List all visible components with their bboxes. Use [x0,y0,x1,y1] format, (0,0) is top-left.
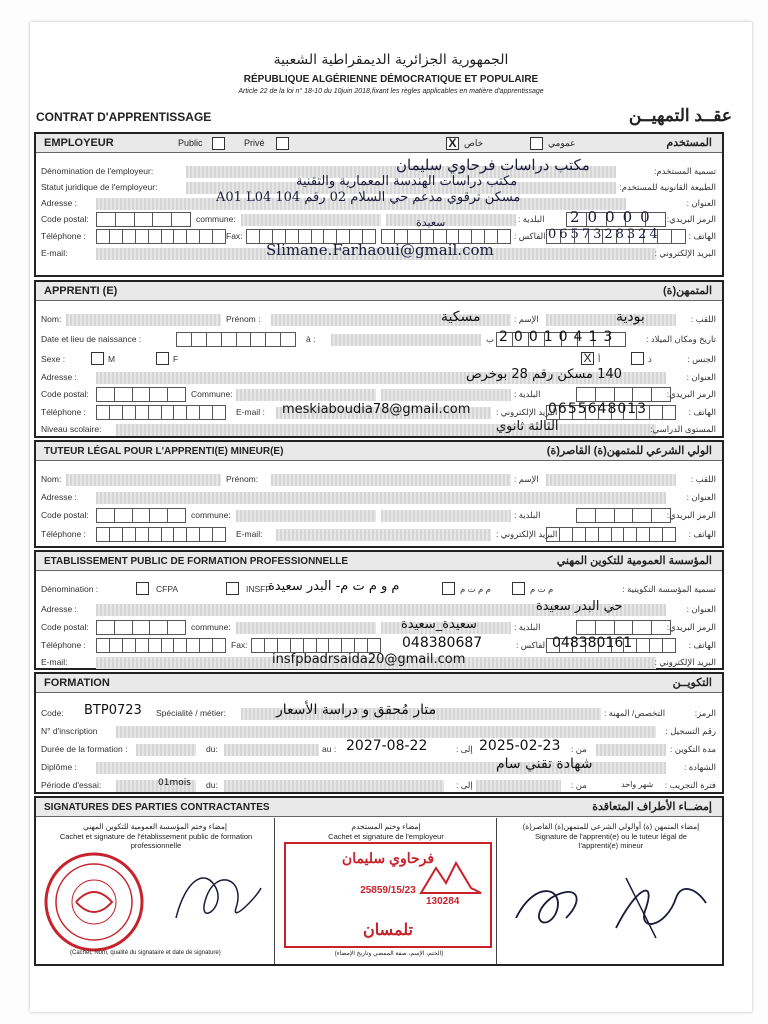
app-commune-field-ar[interactable] [381,389,511,401]
tut-email-field[interactable] [276,529,491,541]
tuteur-title-ar: الولي الشرعي للمتمهن(ة) القاصر(ة) [546,445,712,457]
tut-cp-digits[interactable] [96,508,186,523]
form-spec-label-ar: التخصص/ المهنة : [604,708,666,718]
form-code-value: BTP0723 [84,703,142,718]
form-essai-label-ar: فترة التجريب : [664,780,716,790]
app-email-label-ar: البريد الإلكتروني : [496,407,558,417]
tut-tel-label: Téléphone : [41,529,86,539]
tut-prenom-field[interactable] [271,474,511,486]
tut-tel-digits[interactable] [96,527,226,542]
form-du-field[interactable] [224,744,319,756]
form-spec-value: متار مُحقق و دراسة الأسعار [276,702,437,718]
app-naiss-digits[interactable] [176,332,296,347]
adresse-label: Adresse : [41,198,77,208]
khass-checkbox[interactable]: X [446,137,459,150]
etab-title-ar: المؤسسة العمومية للتكوين المهني [556,555,712,567]
form-ila2-label: إلى : [456,780,473,790]
form-duree-label-ar: مدة التكوين : [670,744,716,754]
commune-field[interactable] [241,214,381,226]
tut-adresse-label: Adresse : [41,492,77,502]
statut-value: مكتب دراسات الهندسة المعمارية والتقنية [296,174,518,189]
form-min2-label: من : [571,780,587,790]
form-code-label-ar: الرمز: [694,708,716,718]
form-du-label: du: [206,744,218,754]
apprenti-title-ar: المتمهن(ة) [663,285,712,297]
tuteur-section [34,440,724,548]
prive-label: Privé [244,138,265,148]
etab-commune-value: سعيدة_سعيدة [401,617,477,632]
etab-tel-label-ar: الهاتف : [688,640,716,650]
contract-title-ar: عقــد التمهيــن [628,106,732,125]
tut-nom-label-ar: اللقب : [690,474,716,484]
app-untha-label: أ [598,354,601,364]
app-niveau-field[interactable] [116,424,656,436]
app-adresse-label: Adresse : [41,372,77,382]
app-cp-digits[interactable] [96,387,186,402]
formation-title-ar: التكويــن [672,677,712,689]
email-label: E-mail: [41,248,68,258]
etab-title-fr: ETABLISSEMENT PUBLIC DE FORMATION PROFESSIONNELLE [44,556,349,567]
app-sexe-m-checkbox[interactable] [91,352,104,365]
etab-cp-label: Code postal: [41,622,89,632]
app-sexe-label: Sexe : [41,354,66,364]
app-dhakar-label: ذ [648,354,652,364]
tut-commune-label-ar: البلدية : [514,510,541,520]
form-duree-label: Durée de la formation : [41,744,128,754]
form-ila-label: إلى : [456,744,473,754]
form-essai-label: Période d'essai: [41,780,102,790]
app-nom-value: بودية [616,309,645,325]
form-duree-field[interactable] [136,744,196,756]
fax-label-ar: الفاكس : [514,231,546,241]
formation-title-fr: FORMATION [44,677,110,689]
tuteur-header [36,442,722,461]
form-min-label: من : [571,744,587,754]
app-tel-label: Téléphone : [41,407,86,417]
tut-nom-label: Nom: [41,474,62,484]
tut-nom-field-ar[interactable] [546,474,676,486]
app-untha-checkbox[interactable]: X [581,352,594,365]
app-nom-field-ar[interactable] [546,314,676,326]
etab-cp-digits-ar[interactable] [576,620,671,635]
etab-email-label-ar: البريد الإلكتروني : [654,657,716,667]
mmtm-checkbox[interactable] [442,582,455,595]
app-lieu-field[interactable] [331,334,481,346]
employer-title-fr: EMPLOYEUR [44,137,114,149]
public-label: Public [178,138,203,148]
form-du2-field[interactable] [224,780,444,792]
etab-adresse-value: حي البدر سعيدة [536,599,623,614]
etab-signature [166,858,266,938]
app-niveau-label-ar: المستوى الدراسي: [650,424,716,434]
sig-col3-ar: إمضاء المتمهن (ة) أوالولي الشرعي للمتمهن(ة) القاصر(ة) [522,822,700,831]
etab-header [36,552,722,571]
cfpa-label: CFPA [156,584,179,594]
khass-label: خاص [464,138,484,148]
tut-email-label: E-mail: [236,529,263,539]
statut-label-ar: الطبيعة القانونية للمستخدم: [619,182,716,192]
form-insc-label: N° d'inscription [41,726,98,736]
app-adresse-value: 140 مسكن رقم 28 بوخرص [466,367,622,382]
tut-adresse-field[interactable] [96,492,666,504]
etab-cp-label-ar: الرمز البريدي: [666,622,716,632]
etab-fax-digits[interactable] [251,638,381,653]
tut-email-label-ar: البريد الإلكتروني : [496,529,558,539]
employer-header [36,134,722,153]
etab-commune-field[interactable] [236,622,376,634]
omoumi-label: عمومي [548,138,576,148]
tut-prenom-label-ar: الإسم : [514,474,539,484]
cp-label: Code postal: [41,214,89,224]
form-diplome-value: شهادة تقني سام [496,756,593,772]
tut-prenom-label: Prénom: [226,474,259,484]
email-label-ar: البريد الإلكتروني : [654,248,716,258]
form-du2-label: du: [206,780,218,790]
app-nom-label: Nom: [41,314,62,324]
stamp2-num: 130284 [426,896,460,907]
apprenti-header [36,282,722,301]
etab-cp-digits[interactable] [96,620,186,635]
app-niveau-value: الثالثة ثانوي [496,419,559,434]
sig-col1-ar: إمضاء وختم المؤسسة العمومية للتكوين المهني [83,822,227,831]
app-cp-label: Code postal: [41,389,89,399]
tut-cp-digits-ar[interactable] [576,508,671,523]
app-prenom-label-ar: الإسم : [514,314,539,324]
app-cp-digits-ar[interactable] [576,387,671,402]
commune-value: سعيدة [416,216,446,229]
app-nom-label-ar: اللقب : [690,314,716,324]
contract-title-fr: CONTRAT D'APPRENTISSAGE [36,110,212,124]
mtm-label: م ت م [530,584,554,594]
app-b-mark: ب [486,334,495,344]
form-spec-label: Spécialité / métier: [156,708,226,718]
form-au-value: 2027-08-22 [346,738,428,754]
apprenti-title-fr: APPRENTI (E) [44,285,118,297]
commune-label-ar: البلدية : [518,214,545,224]
app-tel-digits[interactable] [96,405,226,420]
cp-value: 20000 [570,208,658,226]
app-m-label: M [108,354,116,364]
apprenti-signature [506,858,716,948]
app-tel-label-ar: الهاتف : [688,407,716,417]
form-insc-label-ar: رقم التسجيل : [665,726,716,736]
tut-commune-label: commune: [191,510,231,520]
tut-commune-field[interactable] [236,510,376,522]
mmtm-label: م م ت م [460,584,491,594]
tut-tel-digits-ar[interactable] [546,527,676,542]
app-f-label: F [173,354,179,364]
form-code-label: Code: [41,708,64,718]
app-commune-label: Commune: [191,389,233,399]
form-diplome-label: Diplôme : [41,762,77,772]
etab-adresse-label: Adresse : [41,604,77,614]
stamp-num: 25859/15/23 [360,885,416,896]
header-law: Article 22 de la loi n° 18-10 du 10juin 2018,fixant les règles applicables en matière d'apprentissage [238,88,544,95]
app-sexe-label-ar: الجنس : [687,354,716,364]
stamp-emblem [416,858,486,898]
sig-col2-fr: Cachet et signature de l'employeur [328,832,444,841]
app-cp-label-ar: الرمز البريدي: [666,389,716,399]
form-insc-field[interactable] [116,726,656,738]
form-au-label: au : [322,744,337,754]
contract-page [30,22,752,1012]
app-commune-label-ar: البلدية : [514,389,541,399]
form-essai-value: 01mois [158,778,191,788]
etab-fax-label-ar: الفاكس : [516,640,548,650]
denom-label: Dénomination de l'employeur: [41,166,154,176]
form-ila2-field[interactable] [476,780,561,792]
sig-col3-fr: Signature de l'apprenti(e) ou le tuteur légal de l'apprenti(e) mineur [535,832,687,850]
cfpa-checkbox[interactable] [136,582,149,595]
etab-adresse-label-ar: العنوان : [686,604,716,614]
tut-cp-label: Code postal: [41,510,89,520]
commune-label: commune: [196,214,236,224]
tel-value: 0657328324 [548,227,661,242]
app-prenom-label: Prénom : [226,314,261,324]
etab-tel-label: Téléphone : [41,640,86,650]
etab-tel-digits[interactable] [96,638,226,653]
app-prenom-value: مسكية [441,309,481,325]
signatures-header [36,798,722,817]
etab-fax-label: Fax: [231,640,248,650]
form-shahr-value: شهر واحد [621,780,654,789]
sig-footnote-ar: (الختم، الإسم، صفة الممضي وتاريخ الإمضاء) [334,951,444,957]
header-ar-title: الجمهورية الجزائرية الديمقراطية الشعبية [273,52,509,68]
form-du-value: 2025-02-23 [479,738,561,754]
cp-digits[interactable] [96,212,191,227]
tut-nom-field[interactable] [66,474,221,486]
tuteur-title-fr: TUTEUR LÉGAL POUR L'APPRENTI(E) MINEUR(E) [44,446,284,457]
etab-commune-label: commune: [191,622,231,632]
signatures-title-ar: إمضــاء الأطراف المتعاقدة [592,801,712,813]
sig-divider-1 [274,818,275,964]
app-nom-field[interactable] [66,314,221,326]
etab-email-value: insfpbadrsaida20@gmail.com [272,652,466,667]
sig-divider-2 [496,818,497,964]
stamp-name: فرحاوي سليمان [341,850,435,866]
apprenti-section [34,280,724,438]
statut-label: Statut juridique de l'employeur: [41,182,158,192]
email-value: Slimane.Farhaoui@gmail.com [266,241,494,259]
formation-header [36,674,722,693]
etab-section [34,550,724,670]
etab-denom-label-ar: تسمية المؤسسة التكوينية : [622,584,716,594]
etab-fax-value: 048380687 [402,635,483,651]
app-commune-field[interactable] [236,389,376,401]
form-diplome-label-ar: الشهادة : [683,762,716,772]
etab-denom-value: م و م ت م- البدر سعيدة [268,579,400,594]
app-naiss-value: 20010413 [499,329,619,345]
mtm-checkbox[interactable] [512,582,525,595]
app-niveau-label: Niveau scolaire: [41,424,102,434]
app-sexe-f-checkbox[interactable] [156,352,169,365]
app-dhakar-checkbox[interactable] [631,352,644,365]
fax-label: Fax: [226,231,243,241]
tel-label: Téléphone : [41,231,86,241]
form-duree-field-ar[interactable] [596,744,666,756]
stamp-city: تلمسان [363,922,413,939]
sig-col2-ar: إمضاء وختم المستخدم [351,822,421,831]
prive-checkbox[interactable] [276,137,289,150]
adresse-value: A01 L04 104 مسكن ترقوي مدعم حي السلام 02 رقم [216,190,521,205]
commune-field-ar[interactable] [386,214,516,226]
signatures-title-fr: SIGNATURES DES PARTIES CONTRACTANTES [44,802,270,813]
employer-title-ar: المستخدم [666,137,712,149]
app-email-value: meskiaboudia78@gmail.com [282,402,471,417]
insfp-label: INSFP [246,584,272,594]
app-adresse-label-ar: العنوان : [686,372,716,382]
sig-col1-fr: Cachet et signature de l'établissement public de formation professionnelle [59,832,253,850]
adresse-label-ar: العنوان : [686,198,716,208]
insfp-checkbox[interactable] [226,582,239,595]
app-email-label: E-mail : [236,407,265,417]
omoumi-checkbox[interactable] [530,137,543,150]
cp-label-ar: الرمز البريدي: [666,214,716,224]
tut-adresse-label-ar: العنوان : [686,492,716,502]
etab-denom-label: Dénomination : [41,584,99,594]
etab-tel-value: 048380161 [552,635,633,651]
app-naiss-label: Date et lieu de naissance : [41,334,142,344]
etab-commune-label-ar: البلدية : [514,622,541,632]
app-tel-value: 0655648013 [548,401,648,417]
public-checkbox[interactable] [212,137,225,150]
app-naiss-label-ar: تاريخ ومكان الميلاد : [646,334,716,344]
tut-cp-label-ar: الرمز البريدي: [666,510,716,520]
tut-commune-field-ar[interactable] [381,510,511,522]
sig-footnote-fr: (Cachet, Nom, qualité du signataire et date de signature) [70,950,221,956]
app-a-label: à : [306,334,316,344]
signatures-section [34,796,724,966]
tel-label-ar: الهاتف : [688,231,716,241]
formation-section [34,672,724,794]
etab-round-stamp [36,846,156,956]
etab-email-label: E-mail: [41,657,68,667]
tel-digits[interactable] [96,229,226,244]
denom-value: مكتب دراسات فرحاوي سليمان [396,156,590,174]
tut-tel-label-ar: الهاتف : [688,529,716,539]
employer-section [34,132,724,277]
header-fr-title: RÉPUBLIQUE ALGÉRIENNE DÉMOCRATIQUE ET POPULAIRE [243,74,539,85]
denom-label-ar: تسمية المستخدم: [654,166,716,176]
